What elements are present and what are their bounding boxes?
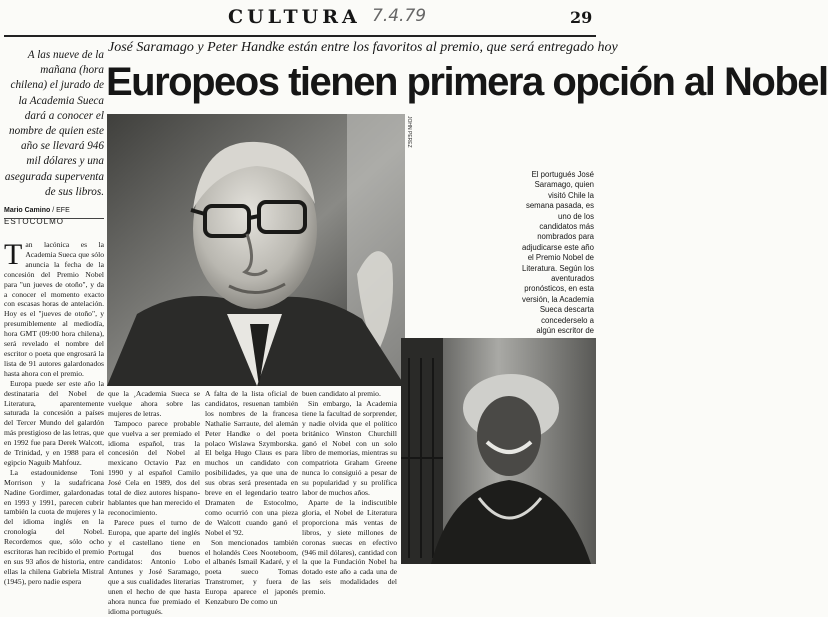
- byline-agency: / EFE: [52, 207, 70, 214]
- photo-credit: JOHN PEREZ: [406, 116, 412, 148]
- byline-rule: [4, 218, 104, 219]
- article-column-3: [205, 389, 298, 607]
- paragraph: Aparte de la indiscutible gloria, el Nobel de Literatura proporciona más ventas de libros, y siete millones de coronas suecas en efectivo (946 mil dólares), cantidad con la que la Fundación Nobel ha dotado este año a cada una de las seis modalidades del premio.: [302, 497, 397, 597]
- lede: A las nueve de la mañana (hora chilena) el jurado de la Academia Sueca dará a conocer el nombre de quien este año se llevará 946 mil dólares y una asegurada superventa de sus libros.: [4, 49, 104, 198]
- saramago-photo: [107, 114, 405, 386]
- dropcap: T: [4, 238, 23, 271]
- page-number: 29: [570, 8, 593, 27]
- header-rule: [4, 35, 596, 37]
- paragraph: La estadounidense Toni Morrison y la sudafricana Nadine Gordimer, galardonadas en 1993 y 1991, parecen cubrir también la cuota de mujeres y la del idioma inglés en la cronología del Nobel. Recordemos que, sólo ocho escritoras han recibido el premio en sus 93 años de historia, entre ellas la chilena Gabriela Mistral (1945), pero nadie espera: [4, 467, 104, 586]
- paragraph: que la ¸Academia Sueca se vuelque ahora sobre las mujeres de letras.: [108, 389, 200, 418]
- byline: [4, 207, 104, 226]
- article-column-1: [4, 240, 104, 587]
- paragraph: Sin embargo, la Academia tiene la facultad de sorprender, y nadie olvida que el político británico Winston Churchill ganó el Nobel con un solo libro de memorias, mientras su compatriota Graham Greene nunca lo consiguió a pesar de su popularidad y su prolífica labor de muchos años.: [302, 398, 397, 498]
- paragraph: Parece pues el turno de Europa, que aparte del inglés y el castellano tiene en Portugal dos buenos candidatos: Antonio Lobo Antunes y José Saramago, que a sus cualidades literarias unen el hecho de que hasta ahora nunca fue premiado el idioma portugués.: [108, 517, 200, 616]
- morrison-photo: [401, 338, 596, 564]
- section-title: CULTURA: [228, 6, 361, 28]
- photo-caption: El portugués José Saramago, quien visitó Chile la semana pasada, es uno de los candidatos más nombrados para adjudicarse este año el Premio Nobel de Literatura. Según los aventurados pronósticos, en esta versión, la Academia Sueca descarta concederselo a algún escritor de: [522, 170, 594, 336]
- kicker: José Saramago y Peter Handke están entre los favoritos al premio, que será entregado hoy: [108, 40, 618, 55]
- paragraph: buen candidato al premio.: [302, 389, 381, 398]
- headline: Europeos tienen primera opción al Nobel: [106, 60, 828, 104]
- paragraph: Son mencionados también el holandés Cees Nooteboom, el albanés Ismail Kadaré, y el poeta sueco Tomas Transtromer, y fuera de Europa aparece el japonés Kenzaburo De como un: [205, 537, 298, 607]
- paragraph: A falta de la lista oficial de candidatos, resuenan también los nombres de la francesa Nathalie Sarraute, del alemán Peter Handke o del poeta polaco Wislawa Szymborska. El belga Hugo Claus es para muchos un candidato con posibilidades, ya que una de sus obras será presentada en breve en el legendario teatro Dramaten de Estocolmo, como ocurrió con una pieza de Walcott cuando ganó el Nobel el '92.: [205, 389, 298, 537]
- handwritten-date-note: 7.4.79: [372, 6, 427, 26]
- paragraph: Tampoco parece probable que vuelva a ser premiado el idioma español, tras la concesión del Nobel al mexicano Octavio Paz en 1990 y al español Camilo José Cela en 1989, dos del total de diez autores hispano-hablantes que han merecido el reconocimiento.: [108, 418, 200, 517]
- morrison-photo-art: [401, 338, 596, 564]
- saramago-photo-art: [107, 114, 405, 386]
- dateline: ESTOCOLMO: [4, 217, 64, 226]
- article-column-2: [108, 389, 200, 617]
- article-column-4: [302, 389, 397, 597]
- paragraph: Europa puede ser este año la destinataria del Nobel de Literatura, aparentemente saturada la concesión a países del Tercer Mundo del galardón más prestigioso de las letras, que en 1992 fue para Derek Walcott, de Trinidad, y en 1988 para el egipcio Naguib Mahfouz.: [4, 378, 104, 467]
- byline-author: Mario Camino: [4, 207, 51, 214]
- paragraph: Tan lacónica es la Academia Sueca que sólo anuncia la fecha de la concesión del Premio Nobel para "un jueves de otoño", y da a conocer el momento exacto con escasas horas de antelación. Hoy es el "jueves de otoño", y presumiblemente al mediodía, hora GMT (09:00 hora chilena), será revelado el nombre del escritor o poeta que engrosará la lista de 91 autores galardonados hasta ahora con el premio.: [4, 238, 104, 378]
